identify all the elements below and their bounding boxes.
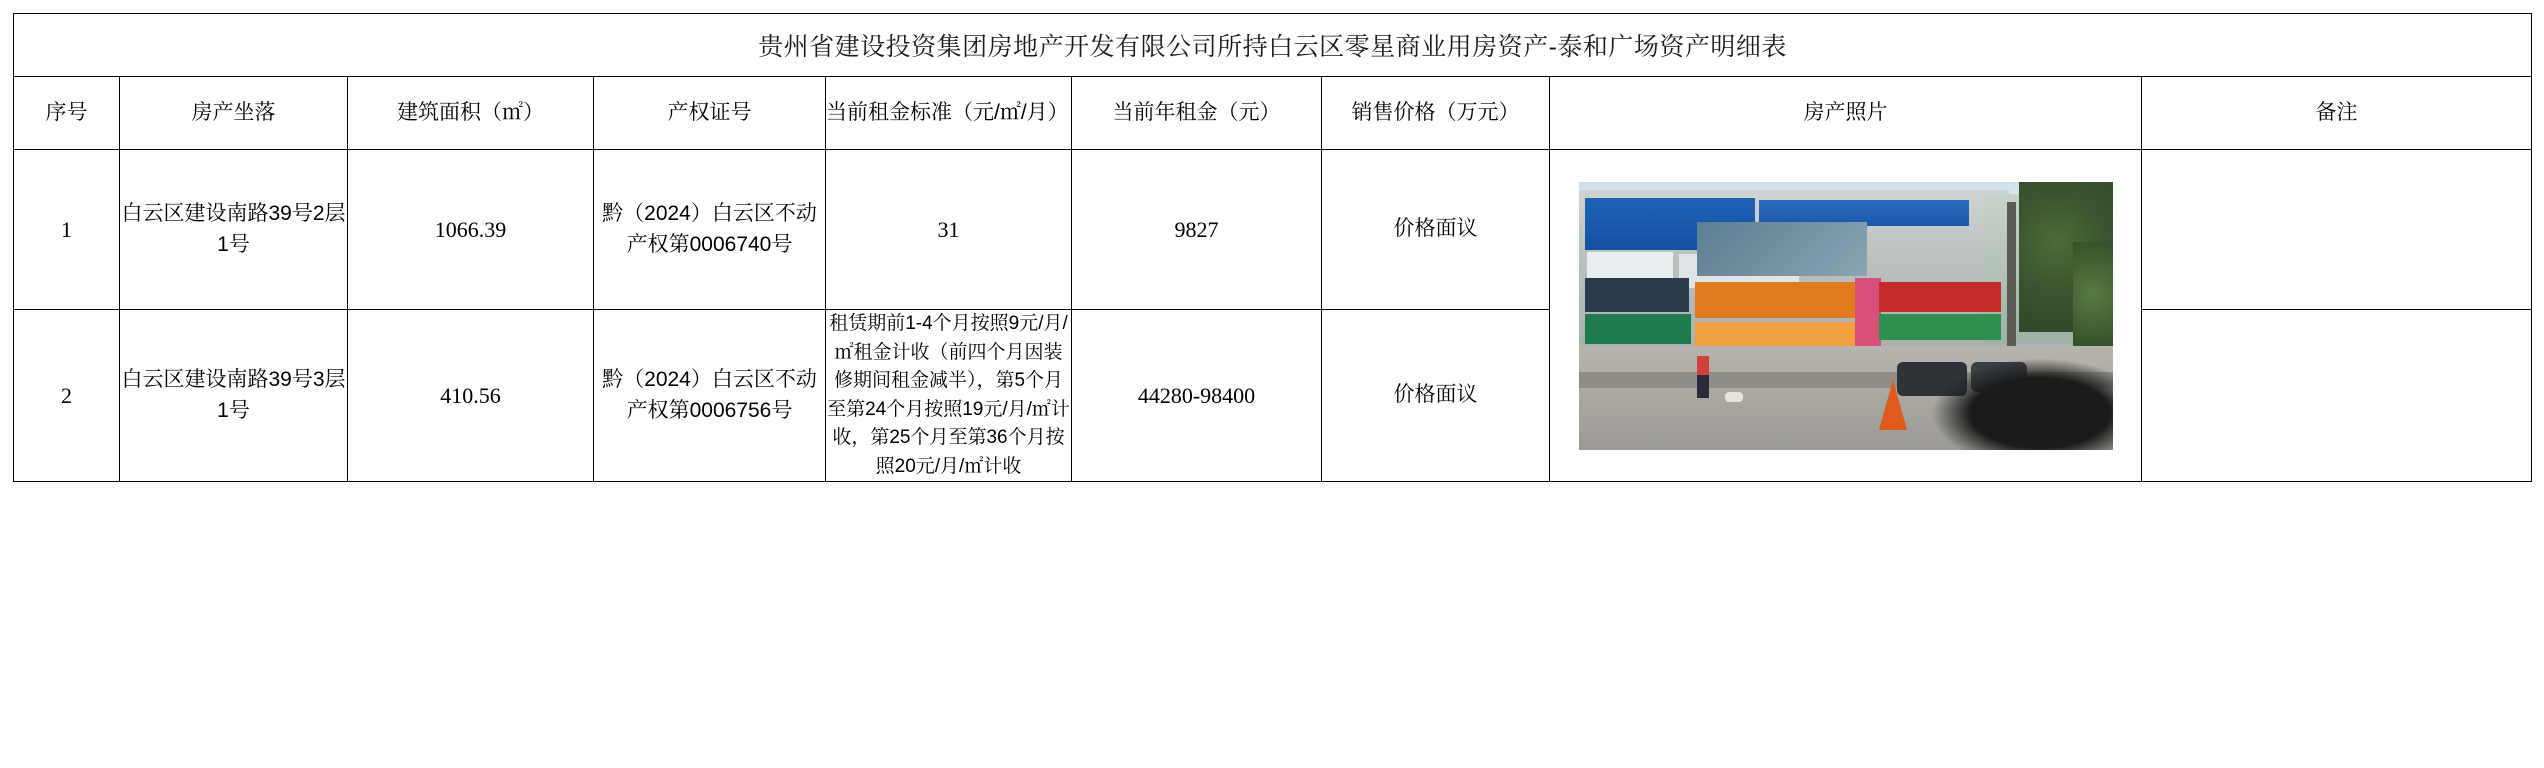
photo-green-sign-2 xyxy=(1879,314,2001,340)
cell-remark xyxy=(2142,150,2532,310)
column-header-annual-rent: 当前年租金（元） xyxy=(1072,77,1322,150)
column-header-photo: 房产照片 xyxy=(1550,77,2142,150)
cell-area: 410.56 xyxy=(348,310,594,482)
photo-red-sign xyxy=(1879,282,2001,312)
cell-index: 1 xyxy=(14,150,120,310)
column-header-area: 建筑面积（㎡） xyxy=(348,77,594,150)
header-row xyxy=(14,77,2532,150)
cell-annual-rent: 44280-98400 xyxy=(1072,310,1322,482)
photo-dog xyxy=(1725,392,1743,402)
cell-photo xyxy=(1550,150,2142,482)
title-row xyxy=(14,14,2532,77)
asset-detail-sheet xyxy=(13,13,2531,482)
photo-green-sign xyxy=(1585,314,1691,344)
table-row xyxy=(14,310,2532,482)
photo-orange-sign xyxy=(1695,282,1871,318)
photo-glass-facade xyxy=(1697,222,1867,276)
column-header-certificate: 产权证号 xyxy=(594,77,826,150)
column-header-rent-standard: 当前租金标准（元/㎡/月） xyxy=(826,77,1072,150)
cell-sale-price: 价格面议 xyxy=(1322,150,1550,310)
property-photo xyxy=(1579,182,2113,450)
photo-laundry-sign xyxy=(1585,278,1689,312)
photo-foreground-bike xyxy=(1931,358,2113,450)
column-header-remark: 备注 xyxy=(2142,77,2532,150)
cell-rent-standard: 租赁期前1-4个月按照9元/月/㎡租金计收（前四个月因装修期间租金减半），第5个月至第24个月按照19元/月/㎡计收，第25个月至第36个月按照20元/月/㎡计收 xyxy=(826,310,1072,482)
table-row xyxy=(14,150,2532,310)
column-header-sale-price: 销售价格（万元） xyxy=(1322,77,1550,150)
cell-location: 白云区建设南路39号2层1号 xyxy=(120,150,348,310)
photo-traffic-cone xyxy=(1879,380,1907,430)
cell-sale-price: 价格面议 xyxy=(1322,310,1550,482)
cell-annual-rent: 9827 xyxy=(1072,150,1322,310)
page-title: 贵州省建设投资集团房地产开发有限公司所持白云区零星商业用房资产-泰和广场资产明细表 xyxy=(14,14,2532,77)
photo-wrapper xyxy=(1550,182,2141,450)
cell-location: 白云区建设南路39号3层1号 xyxy=(120,310,348,482)
asset-table xyxy=(13,13,2532,482)
column-header-location: 房产坐落 xyxy=(120,77,348,150)
cell-certificate: 黔（2024）白云区不动产权第0006740号 xyxy=(594,150,826,310)
photo-pedestrian xyxy=(1697,356,1709,398)
cell-remark xyxy=(2142,310,2532,482)
cell-rent-standard: 31 xyxy=(826,150,1072,310)
cell-certificate: 黔（2024）白云区不动产权第0006756号 xyxy=(594,310,826,482)
column-header-index: 序号 xyxy=(14,77,120,150)
cell-index: 2 xyxy=(14,310,120,482)
cell-area: 1066.39 xyxy=(348,150,594,310)
